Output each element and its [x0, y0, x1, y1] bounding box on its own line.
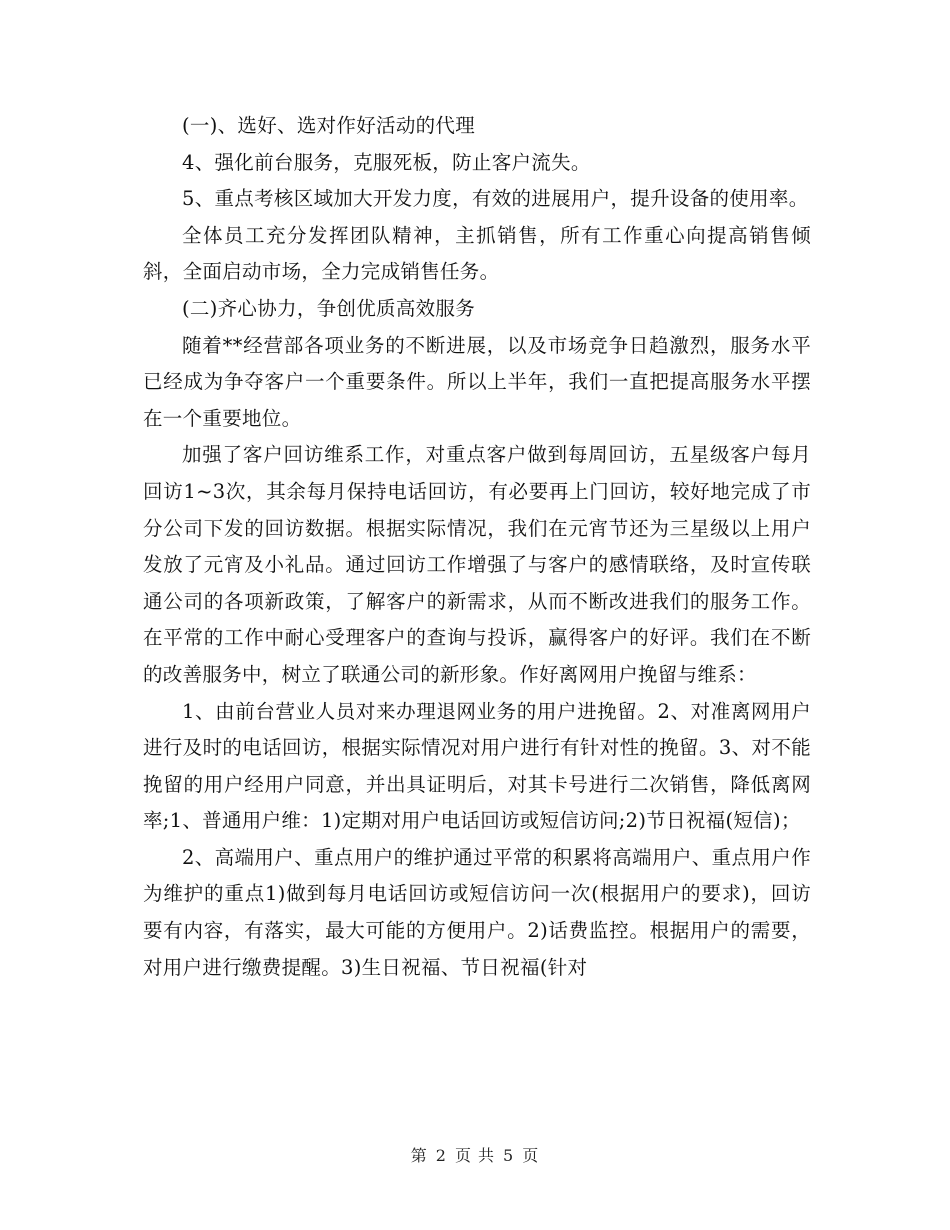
paragraph-2: 4、强化前台服务，克服死板，防止客户流失。 [182, 150, 591, 174]
paragraph-9: 2、高端用户、重点用户的维护通过平常的积累将高端用户、重点用户作为维护的重点1)做到每月电话回访或短信访问一次(根据用户的要求)，回访要有内容，有落实，最大可能的方便用户。2)话费监控。根据用户的需要，对用户进行缴费提醒。3)生日祝福、节日祝福(针对 [143, 845, 811, 979]
paragraph-5: (二)齐心协力，争创优质高效服务 [182, 296, 476, 320]
footer-total-pages: 5 [503, 1146, 515, 1165]
footer-suffix: 页 [522, 1146, 540, 1165]
footer-middle: 页 共 [454, 1146, 496, 1165]
footer-current-page: 2 [435, 1146, 447, 1165]
paragraph-1: (一)、选好、选对作好活动的代理 [182, 114, 476, 137]
page-footer [0, 1143, 950, 1166]
document-body [143, 108, 811, 986]
paragraph-6: 随着**经营部各项业务的不断进展，以及市场竞争日趋激烈，服务水平已经成为争夺客户一个重要条件。所以上半年，我们一直把提高服务水平摆在一个重要地位。 [143, 333, 811, 430]
paragraph-8: 1、由前台营业人员对来办理退网业务的用户进挽留。2、对准离网用户进行及时的电话回访，根据实际情况对用户进行有针对性的挽留。3、对不能挽留的用户经用户同意，并出具证明后，对其卡号进行二次销售，降低离网率;1、普通用户维：1)定期对用户电话回访或短信访问;2)节日祝福(短信)； [143, 699, 811, 833]
footer-prefix: 第 [410, 1146, 428, 1165]
paragraph-3: 5、重点考核区域加大开发力度，有效的进展用户，提升设备的使用率。 [182, 187, 809, 211]
paragraph-4: 全体员工充分发挥团队精神，主抓销售，所有工作重心向提高销售倾斜，全面启动市场，全力完成销售任务。 [143, 223, 811, 284]
paragraph-7: 加强了客户回访维系工作，对重点客户做到每周回访，五星级客户每月回访1~3次，其余每月保持电话回访，有必要再上门回访，较好地完成了市分公司下发的回访数据。根据实际情况，我们在元宵节还为三星级以上用户发放了元宵及小礼品。通过回访工作增强了与客户的感情联络，及时宣传联通公司的各项新政策，了解客户的新需求，从而不断改进我们的服务工作。在平常的工作中耐心受理客户的查询与投诉，赢得客户的好评。我们在不断的改善服务中，树立了联通公司的新形象。作好离网用户挽留与维系： [143, 443, 811, 686]
